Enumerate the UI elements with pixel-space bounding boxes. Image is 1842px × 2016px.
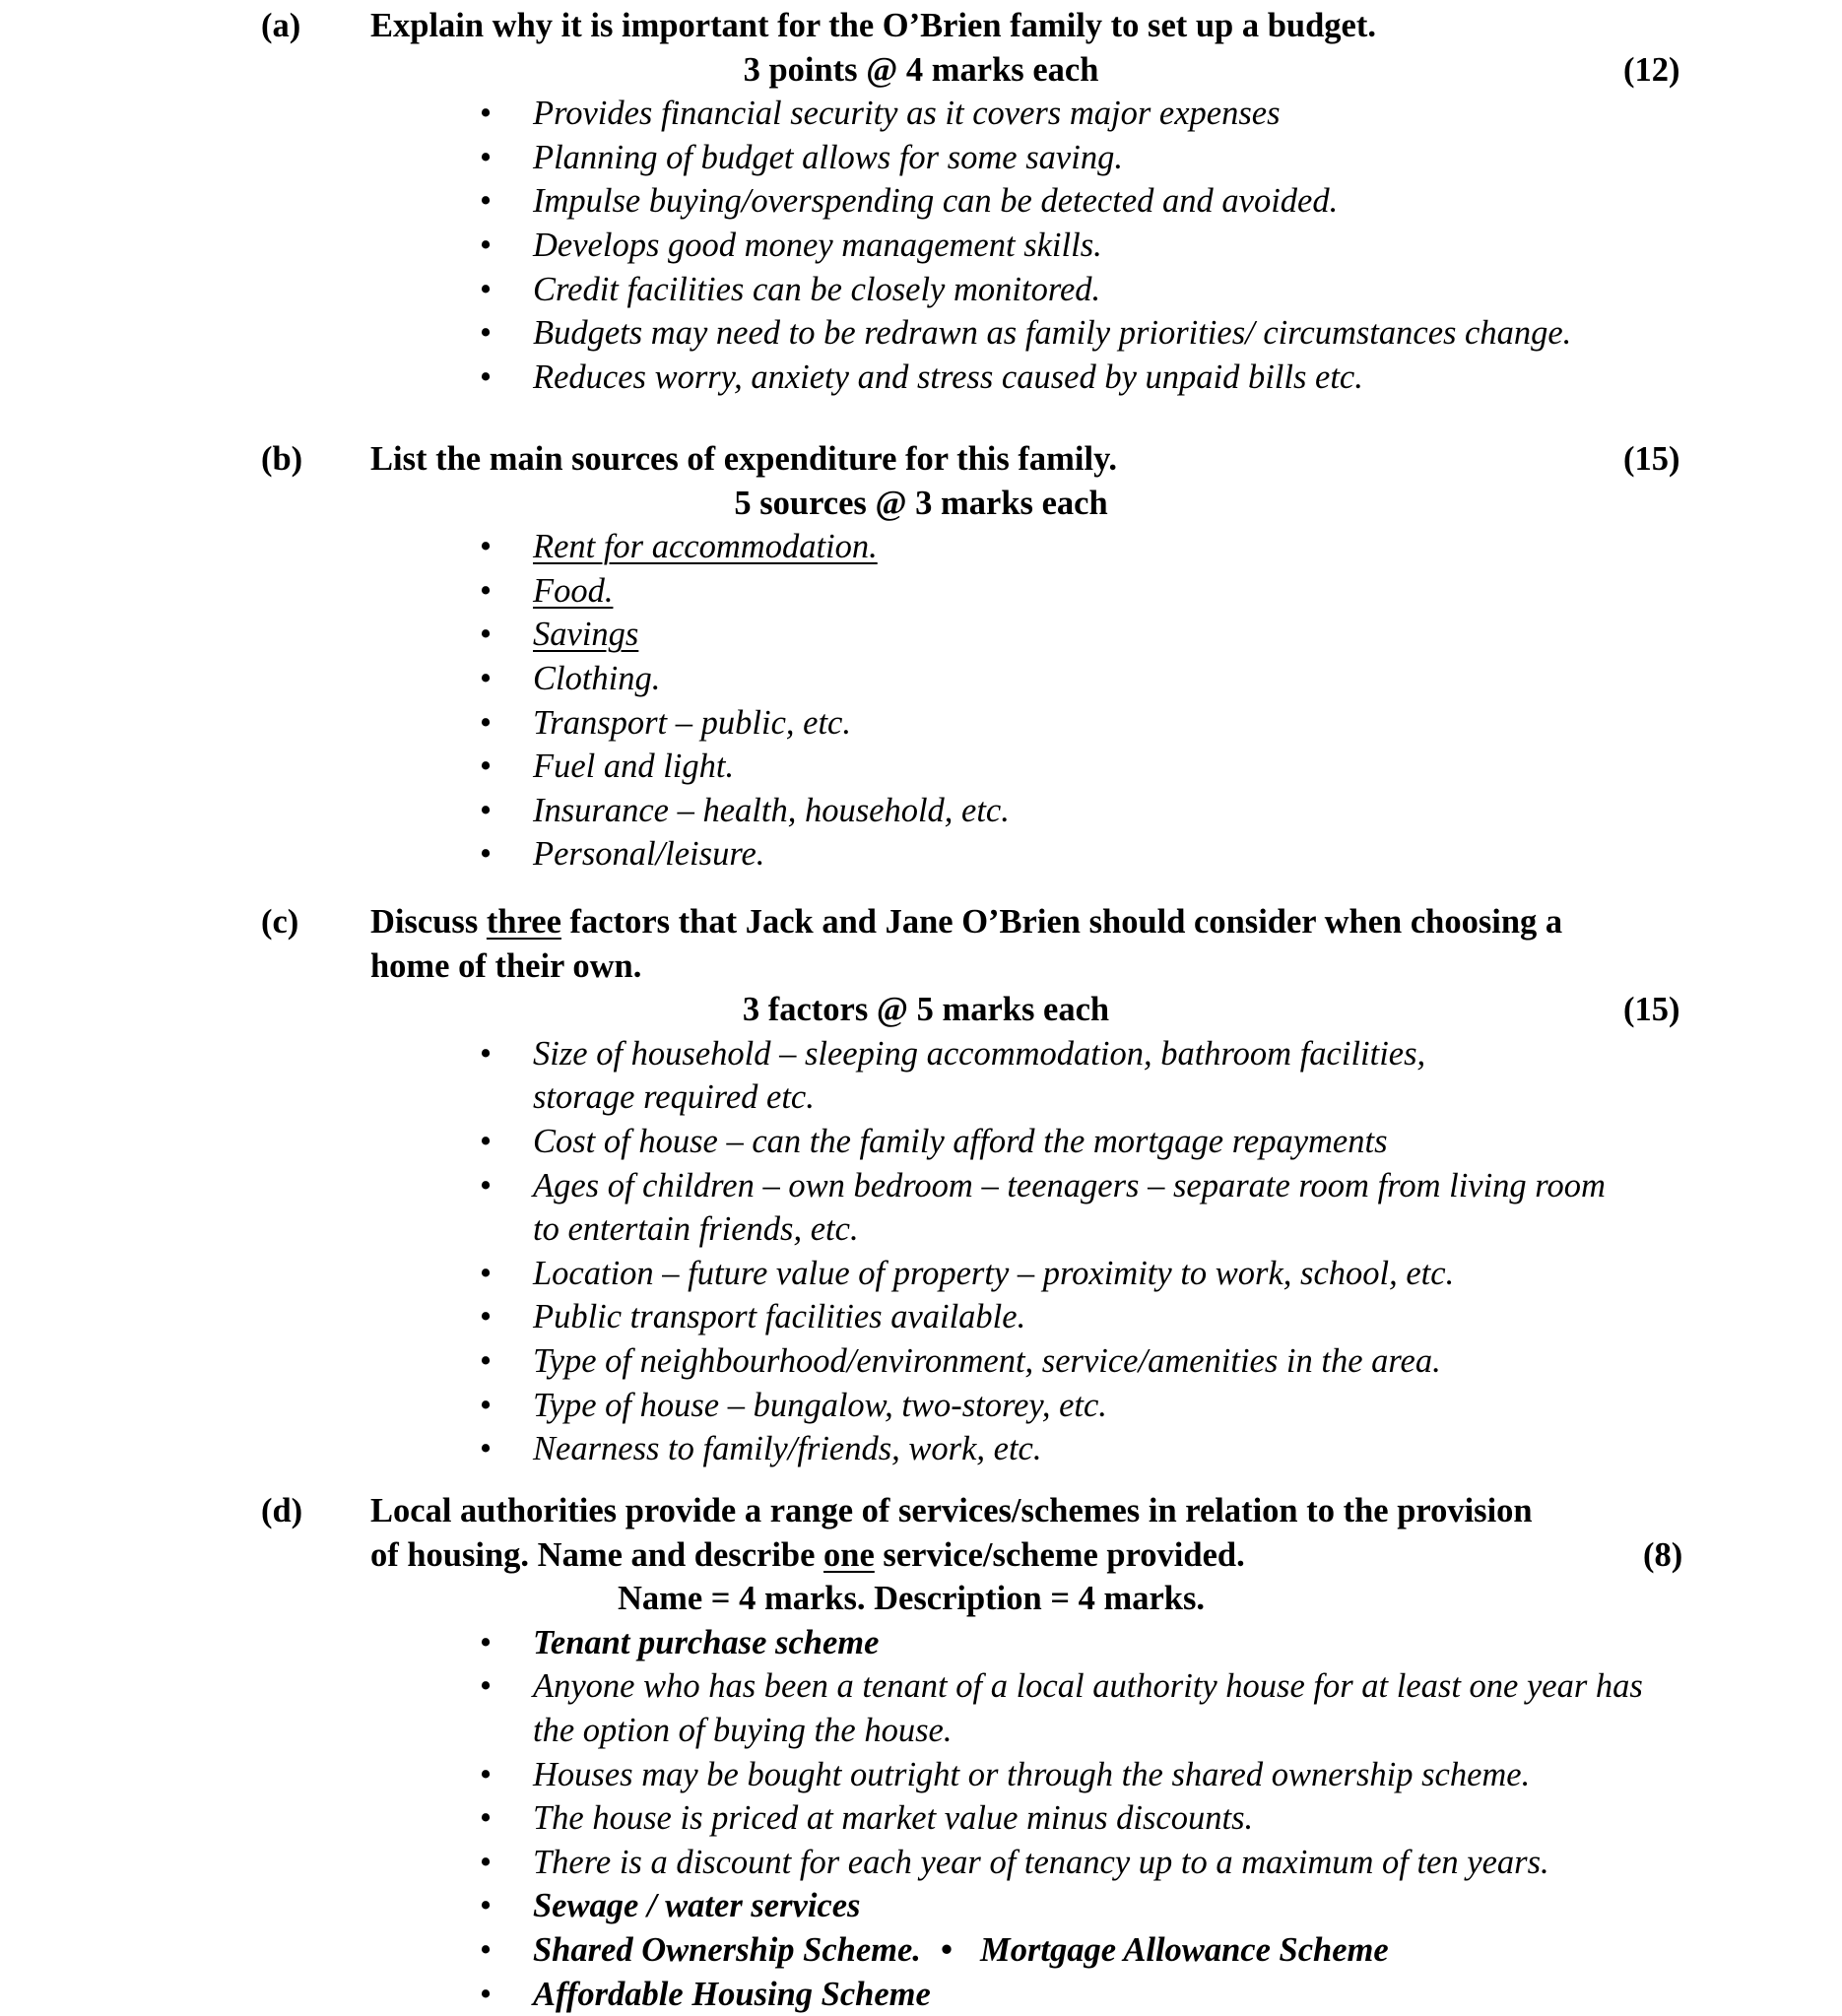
list-item [480, 92, 1656, 136]
list-item [480, 613, 1656, 657]
list-item [480, 311, 1656, 356]
bullet-icon: • [480, 1166, 493, 1204]
point-text: Rent for accommodation. [533, 528, 878, 566]
bullet-icon: • [480, 1667, 493, 1706]
list-item [480, 136, 1656, 180]
point-text: Reduces worry, anxiety and stress caused by unpaid bills etc. [533, 358, 1363, 396]
question-emphasis: three [486, 903, 561, 941]
point-text: Ages of children – own bedroom – teenagers – separate room from living room to entertain friends, etc. [533, 1166, 1606, 1249]
bullet-icon: • [480, 528, 493, 566]
list-item [480, 1928, 1656, 1973]
point-text: Public transport facilities available. [533, 1298, 1026, 1336]
list-item [480, 1884, 1656, 1928]
list-item [480, 1120, 1656, 1164]
marks-total: (8) [1643, 1535, 1683, 1574]
bullet-icon: • [480, 1887, 493, 1925]
bullet-icon: • [480, 1034, 493, 1073]
question-text [370, 900, 1631, 988]
point-text: There is a discount for each year of tenancy up to a maximum of ten years. [533, 1843, 1549, 1881]
list-item [480, 1973, 1656, 2016]
question-text [370, 1489, 1651, 1577]
answer-points [0, 1032, 1842, 1471]
point-text: Tenant purchase scheme [533, 1623, 880, 1661]
list-item [480, 1295, 1656, 1339]
list-item [480, 1753, 1656, 1797]
bullet-icon: • [480, 270, 493, 308]
list-item [480, 356, 1656, 400]
point-text: Cost of house – can the family afford the mortgage repayments [533, 1122, 1388, 1160]
bullet-icon: • [480, 1341, 493, 1380]
section-d [0, 1489, 1842, 2016]
point-text: Mortgage Allowance Scheme [980, 1930, 1389, 1969]
list-item [480, 832, 1656, 877]
point-text: Develops good money management skills. [533, 226, 1102, 264]
point-text: Anyone who has been a tenant of a local authority house for at least one year has the option of buying the house. [533, 1667, 1643, 1749]
list-item [480, 701, 1656, 746]
answer-points [0, 525, 1842, 877]
point-text: Personal/leisure. [533, 835, 765, 874]
list-item [480, 789, 1656, 833]
point-text: Affordable Housing Scheme [533, 1975, 931, 2013]
list-item [480, 268, 1656, 312]
section-letter: (b) [261, 440, 303, 478]
marks-total: (15) [1623, 991, 1680, 1029]
bullet-icon: • [480, 791, 493, 829]
bullet-icon: • [480, 659, 493, 697]
point-text: Provides financial security as it covers major expenses [533, 95, 1281, 133]
list-item [480, 745, 1656, 789]
point-text: Clothing. [533, 659, 661, 697]
question-emphasis: one [823, 1535, 875, 1574]
list-item [480, 1384, 1656, 1428]
section-a [0, 4, 1842, 399]
bullet-icon: • [480, 835, 493, 874]
point-text: Planning of budget allows for some saving. [533, 138, 1123, 176]
bullet-icon: • [480, 1623, 493, 1661]
bullet-icon: • [480, 1298, 493, 1336]
question-line: Local authorities provide a range of services/schemes in relation to the provision [370, 1492, 1533, 1529]
point-text: Size of household – sleeping accommodation, bathroom facilities, storage required etc. [533, 1034, 1426, 1117]
point-text: Budgets may need to be redrawn as family priorities/ circumstances change. [533, 314, 1572, 353]
marks-total: (12) [1623, 50, 1680, 89]
list-item [480, 1841, 1656, 1885]
bullet-icon: • [480, 314, 493, 353]
section-b [0, 437, 1842, 877]
list-item [480, 1427, 1656, 1471]
point-text: Food. [533, 571, 614, 610]
point-text: Impulse buying/overspending can be detected and avoided. [533, 182, 1339, 221]
bullet-icon: • [480, 182, 493, 221]
list-item [480, 525, 1656, 569]
point-text: Houses may be bought outright or through the shared ownership scheme. [533, 1755, 1531, 1793]
section-letter: (d) [261, 1492, 303, 1529]
list-item [480, 1252, 1656, 1296]
point-text: Transport – public, etc. [533, 703, 851, 742]
point-text: Location – future value of property – proximity to work, school, etc. [533, 1254, 1455, 1292]
list-item [480, 657, 1656, 701]
bullet-icon: • [480, 1930, 493, 1969]
marking-scheme: 5 sources @ 3 marks each [734, 484, 1108, 522]
marking-scheme: 3 factors @ 5 marks each [742, 991, 1110, 1029]
question-line [370, 1533, 1651, 1578]
question-text-part: Discuss [370, 903, 487, 941]
question-text-part: factors that Jack and Jane O’Brien should consider when choosing a home of their own. [370, 903, 1563, 985]
bullet-icon: • [480, 358, 493, 396]
marks-total: (15) [1623, 440, 1680, 478]
point-text: Type of house – bungalow, two-storey, etc. [533, 1386, 1107, 1424]
answer-points [0, 1621, 1842, 2016]
bullet-icon: • [480, 748, 493, 786]
question-text: List the main sources of expenditure for this family. [370, 440, 1118, 478]
section-letter: (c) [261, 903, 299, 941]
list-item [480, 1796, 1656, 1841]
bullet-icon: • [480, 571, 493, 610]
bullet-icon: • [940, 1930, 954, 1969]
point-text: Fuel and light. [533, 748, 735, 786]
bullet-icon: • [480, 1254, 493, 1292]
list-item [480, 1664, 1656, 1752]
point-text: Insurance – health, household, etc. [533, 791, 1010, 829]
list-item [480, 224, 1656, 268]
bullet-icon: • [480, 95, 493, 133]
point-text: Shared Ownership Scheme. [533, 1930, 921, 1969]
list-item [480, 569, 1656, 614]
answer-points [0, 92, 1842, 399]
bullet-icon: • [480, 1755, 493, 1793]
list-item [480, 179, 1656, 224]
list-item [480, 1621, 1656, 1665]
point-text: Nearness to family/friends, work, etc. [533, 1430, 1042, 1468]
section-letter: (a) [261, 7, 301, 44]
question-text-part: of housing. Name and describe [370, 1535, 824, 1574]
point-text: Savings [533, 616, 639, 654]
point-text: The house is priced at market value minus discounts. [533, 1799, 1254, 1838]
bullet-icon: • [480, 1843, 493, 1881]
point-text: Type of neighbourhood/environment, service/amenities in the area. [533, 1341, 1441, 1380]
point-text: Sewage / water services [533, 1887, 861, 1925]
point-text: Credit facilities can be closely monitored. [533, 270, 1101, 308]
bullet-icon: • [480, 1122, 493, 1160]
section-c [0, 900, 1842, 1471]
bullet-icon: • [480, 1799, 493, 1838]
list-item [480, 1164, 1626, 1252]
bullet-icon: • [480, 138, 493, 176]
bullet-icon: • [480, 1430, 493, 1468]
marking-scheme: 3 points @ 4 marks each [743, 50, 1099, 89]
question-text-part: service/scheme provided. [874, 1535, 1245, 1574]
bullet-icon: • [480, 616, 493, 654]
bullet-icon: • [480, 1386, 493, 1424]
question-text: Explain why it is important for the O’Brien family to set up a budget. [370, 7, 1376, 44]
bullet-icon: • [480, 703, 493, 742]
list-item [480, 1339, 1656, 1384]
bullet-icon: • [480, 226, 493, 264]
bullet-icon: • [480, 1975, 493, 2013]
list-item [480, 1032, 1518, 1120]
marking-scheme: Name = 4 marks. Description = 4 marks. [617, 1580, 1206, 1618]
